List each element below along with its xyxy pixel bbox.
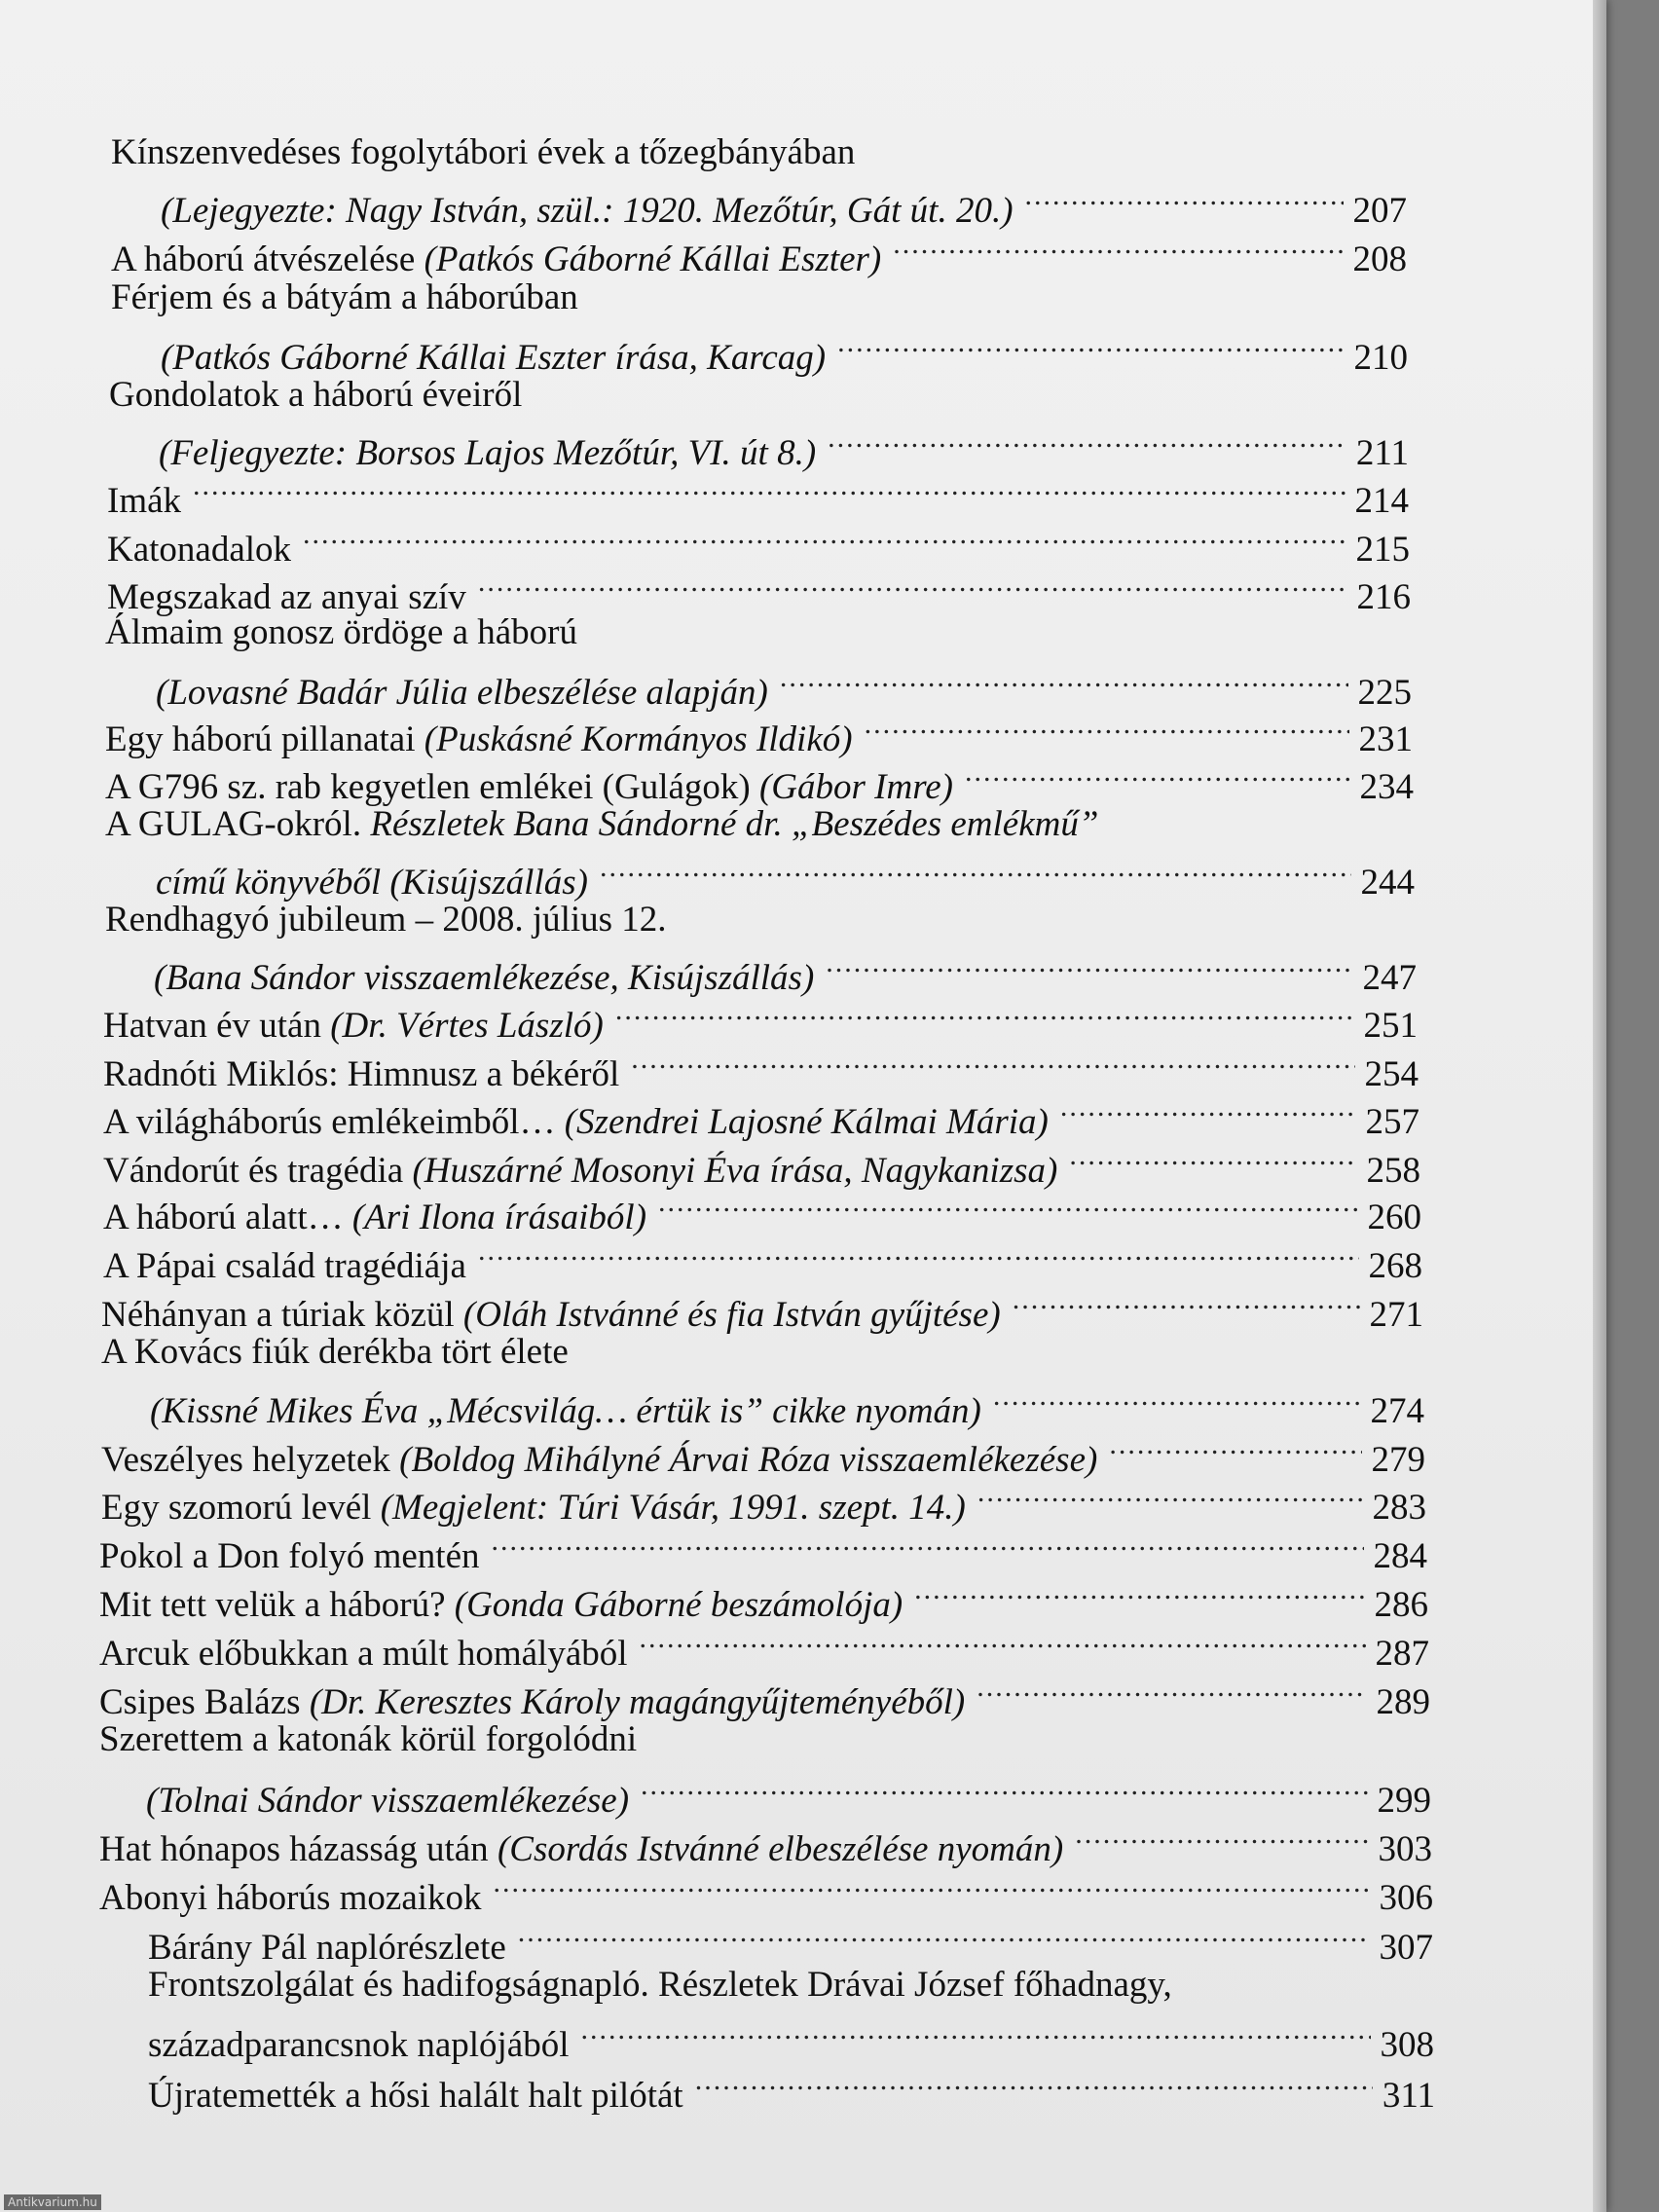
- watermark: Antikvarium.hu: [4, 2194, 101, 2210]
- page-number: 299: [1377, 1781, 1431, 1821]
- leader-dots: [977, 1669, 1366, 1714]
- leader-dots: [828, 420, 1346, 464]
- leader-dots: [193, 467, 1345, 512]
- page-number: 307: [1379, 1928, 1433, 1968]
- entry-note: (Szendrei Lajosné Kálmai Mária): [564, 1102, 1049, 1142]
- toc-entry: [111, 226, 1407, 279]
- leader-dots: [1069, 1137, 1356, 1182]
- entry-title: Újratemették a hősi halált halt pilótát: [148, 2076, 683, 2116]
- toc-entry: [111, 130, 1406, 175]
- page-number: 260: [1367, 1198, 1421, 1237]
- toc-entry: [105, 706, 1413, 759]
- toc-entry: [101, 1281, 1423, 1335]
- entry-title: Gondolatok a háború éveiről: [109, 375, 523, 415]
- toc-entry: [103, 1041, 1419, 1094]
- toc-entry: [148, 1914, 1433, 1968]
- entry-note: (Gonda Gáborné beszámolója): [454, 1585, 903, 1625]
- leader-dots: [1075, 1816, 1368, 1861]
- leader-dots: [615, 992, 1354, 1037]
- entry-note: (Patkós Gáborné Kállai Eszter): [424, 240, 882, 279]
- page-number: 257: [1365, 1102, 1419, 1142]
- entry-title: A G796 sz. rab kegyetlen emlékei (Gulágok): [105, 767, 759, 807]
- entry-title: A világháborús emlékeimből…: [103, 1102, 565, 1142]
- leader-dots: [303, 516, 1346, 561]
- toc-entry: [99, 1523, 1427, 1576]
- leader-dots: [640, 1620, 1366, 1665]
- page-number: 258: [1366, 1151, 1420, 1191]
- entry-note: (Gábor Imre): [758, 767, 953, 807]
- leader-dots: [518, 1914, 1370, 1959]
- entry-title: Kínszenvedéses fogolytábori évek a tőzegbányában: [111, 132, 856, 172]
- entry-note: (Tolnai Sándor visszaemlékezése): [146, 1781, 630, 1821]
- toc-entry: [107, 467, 1409, 521]
- toc-entry: [111, 276, 1407, 320]
- toc-entry: [105, 802, 1415, 847]
- entry-title: Csipes Balázs: [99, 1682, 310, 1722]
- toc-entry: [146, 1767, 1431, 1821]
- toc-entry: [161, 177, 1407, 231]
- entry-title: Férjem és a bátyám a háborúban: [111, 277, 578, 317]
- entry-title: A háború átvészelése: [111, 240, 424, 279]
- page-number: 208: [1352, 240, 1407, 279]
- toc-entry: [99, 1669, 1430, 1722]
- page-number: 289: [1376, 1682, 1430, 1722]
- page-number: 207: [1352, 191, 1407, 231]
- entry-title: Katonadalok: [107, 530, 292, 570]
- leader-dots: [478, 1233, 1359, 1277]
- entry-note: (Kissné Mikes Éva „Mécsvilág… értük is” cikke nyomán): [150, 1391, 981, 1431]
- page-number: 287: [1375, 1634, 1429, 1674]
- page-number: 308: [1380, 2025, 1434, 2065]
- toc-entry: [105, 610, 1411, 655]
- entry-note: (Lovasné Badár Júlia elbeszélése alapján): [156, 673, 768, 713]
- leader-dots: [914, 1571, 1364, 1616]
- leader-dots: [494, 1864, 1370, 1909]
- leader-dots: [1013, 1281, 1360, 1326]
- leader-dots: [492, 1523, 1364, 1567]
- leader-dots: [1060, 1088, 1356, 1133]
- leader-dots: [581, 2011, 1371, 2056]
- entry-title: Arcuk előbukkan a múlt homályából: [99, 1634, 628, 1674]
- entry-note: (Huszárné Mosonyi Éva írása, Nagykanizsa): [412, 1151, 1058, 1191]
- entry-note: (Csordás Istvánné elbeszélése nyomán): [497, 1829, 1064, 1869]
- page-number: 231: [1358, 719, 1413, 759]
- toc-entry: [159, 420, 1409, 473]
- toc-entry: [103, 992, 1418, 1046]
- toc-entry: [156, 659, 1412, 713]
- entry-title: Megszakad az anyai szív: [107, 577, 466, 617]
- entry-title: Mit tett velük a háború?: [99, 1585, 455, 1625]
- entry-note: (Oláh Istvánné és fia István gyűjtése): [462, 1295, 1001, 1335]
- toc-entry: [103, 1137, 1420, 1191]
- entry-note: Részletek Bana Sándorné dr. „Beszédes emlékmű”: [370, 804, 1099, 844]
- toc-entry: [161, 324, 1408, 378]
- page-number: 244: [1360, 863, 1415, 903]
- entry-title: Rendhagyó jubileum – 2008. július 12.: [105, 900, 667, 940]
- page-number: 215: [1355, 530, 1410, 570]
- entry-title: Veszélyes helyzetek: [101, 1440, 400, 1480]
- toc-entry: [99, 1717, 1431, 1762]
- leader-dots: [658, 1184, 1357, 1229]
- leader-dots: [641, 1767, 1367, 1812]
- toc-entry: [107, 564, 1411, 617]
- entry-title: Abonyi háborús mozaikok: [99, 1878, 482, 1918]
- entry-title: Egy háború pillanatai: [105, 719, 424, 759]
- toc-entry: [101, 1474, 1426, 1528]
- entry-note: (Megjelent: Túri Vásár, 1991. szept. 14.): [380, 1488, 966, 1528]
- page-number: 214: [1354, 481, 1409, 521]
- entry-title: A háború alatt…: [103, 1198, 352, 1237]
- leader-dots: [826, 944, 1352, 989]
- entry-title: Egy szomorú levél: [101, 1488, 381, 1528]
- toc-entry: [103, 1184, 1421, 1237]
- toc-entry: [154, 944, 1417, 998]
- entry-title: Álmaim gonosz ördöge a háború: [105, 612, 577, 652]
- leader-dots: [977, 1474, 1363, 1519]
- toc-entry: [99, 1571, 1428, 1625]
- toc-entry: [148, 2062, 1435, 2116]
- entry-note: (Boldog Mihályné Árvai Róza visszaemlékezése): [399, 1440, 1098, 1480]
- page-number: 251: [1363, 1006, 1418, 1046]
- leader-dots: [865, 706, 1349, 751]
- page-number: 216: [1356, 577, 1411, 617]
- page-number: 306: [1379, 1878, 1433, 1918]
- toc-entry: [109, 373, 1408, 418]
- leader-dots: [695, 2062, 1373, 2107]
- toc-entry: [156, 849, 1415, 903]
- page-number: 234: [1359, 767, 1414, 807]
- page-number: 271: [1369, 1295, 1423, 1335]
- page-number: 279: [1371, 1440, 1425, 1480]
- entry-title: A Pápai család tragédiája: [103, 1246, 466, 1286]
- entry-title: Imák: [107, 481, 182, 521]
- toc-entry: [150, 1378, 1424, 1431]
- toc-entry: [148, 1963, 1433, 2008]
- leader-dots: [600, 849, 1351, 894]
- entry-title: Vándorút és tragédia: [103, 1151, 413, 1191]
- entry-note: című könyvéből (Kisújszállás): [156, 863, 588, 903]
- page-number: 311: [1382, 2076, 1435, 2116]
- entry-note: (Dr. Keresztes Károly magángyűjteményéből): [309, 1682, 966, 1722]
- toc-entry: [103, 1233, 1422, 1286]
- leader-dots: [631, 1041, 1354, 1086]
- entry-note: (Feljegyezte: Borsos Lajos Mezőtúr, VI. út 8.): [159, 433, 817, 473]
- entry-note: (Dr. Vértes László): [330, 1006, 604, 1046]
- entry-title: Pokol a Don folyó mentén: [99, 1536, 480, 1576]
- toc-entry: [107, 516, 1410, 570]
- page-number: 254: [1364, 1054, 1419, 1094]
- page-number: 225: [1357, 673, 1412, 713]
- toc-entry: [105, 754, 1414, 807]
- toc-entry: [99, 1864, 1433, 1918]
- entry-note: (Bana Sándor visszaemlékezése, Kisújszállás): [154, 958, 815, 998]
- entry-title: A Kovács fiúk derékba tört élete: [101, 1332, 569, 1372]
- entry-note: (Patkós Gáborné Kállai Eszter írása, Karcag): [161, 338, 827, 378]
- page-number: 210: [1353, 338, 1408, 378]
- leader-dots: [837, 324, 1344, 369]
- entry-note: (Ari Ilona írásaiból): [351, 1198, 647, 1237]
- page-number: 274: [1370, 1391, 1424, 1431]
- toc-entry: [101, 1426, 1425, 1480]
- page-number: 211: [1355, 433, 1409, 473]
- leader-dots: [965, 754, 1350, 798]
- page-number: 303: [1378, 1829, 1432, 1869]
- entry-title: A GULAG-okról.: [105, 804, 371, 844]
- page-number: 283: [1372, 1488, 1426, 1528]
- toc-entry: [148, 2011, 1434, 2065]
- toc-entry: [99, 1816, 1432, 1869]
- page-number: 286: [1374, 1585, 1428, 1625]
- entry-title: Bárány Pál naplórészlete: [148, 1928, 506, 1968]
- page-number: 284: [1373, 1536, 1427, 1576]
- entry-title: Frontszolgálat és hadifogságnapló. Részletek Drávai József főhadnagy,: [148, 1965, 1172, 2005]
- entry-title: Radnóti Miklós: Himnusz a békéről: [103, 1054, 620, 1094]
- leader-dots: [993, 1378, 1361, 1422]
- entry-title: Szerettem a katonák körül forgolódni: [99, 1719, 638, 1759]
- leader-dots: [893, 226, 1343, 271]
- page-number: 247: [1362, 958, 1417, 998]
- entry-note: (Puskásné Kormányos Ildikó): [424, 719, 853, 759]
- entry-note: (Lejegyezte: Nagy István, szül.: 1920. Mezőtúr, Gát út. 20.): [161, 191, 1014, 231]
- page-number: 268: [1368, 1246, 1422, 1286]
- entry-title: századparancsnok naplójából: [148, 2025, 570, 2065]
- leader-dots: [1109, 1426, 1361, 1471]
- entry-title: Hatvan év után: [103, 1006, 331, 1046]
- entry-title: Hat hónapos házasság után: [99, 1829, 498, 1869]
- toc-entry: [99, 1620, 1429, 1674]
- leader-dots: [780, 659, 1348, 704]
- leader-dots: [1025, 177, 1344, 222]
- leader-dots: [478, 564, 1347, 608]
- toc-entry: [101, 1330, 1423, 1375]
- entry-title: Néhányan a túriak közül: [101, 1295, 463, 1335]
- toc-entry: [105, 898, 1416, 942]
- toc-entry: [103, 1088, 1419, 1142]
